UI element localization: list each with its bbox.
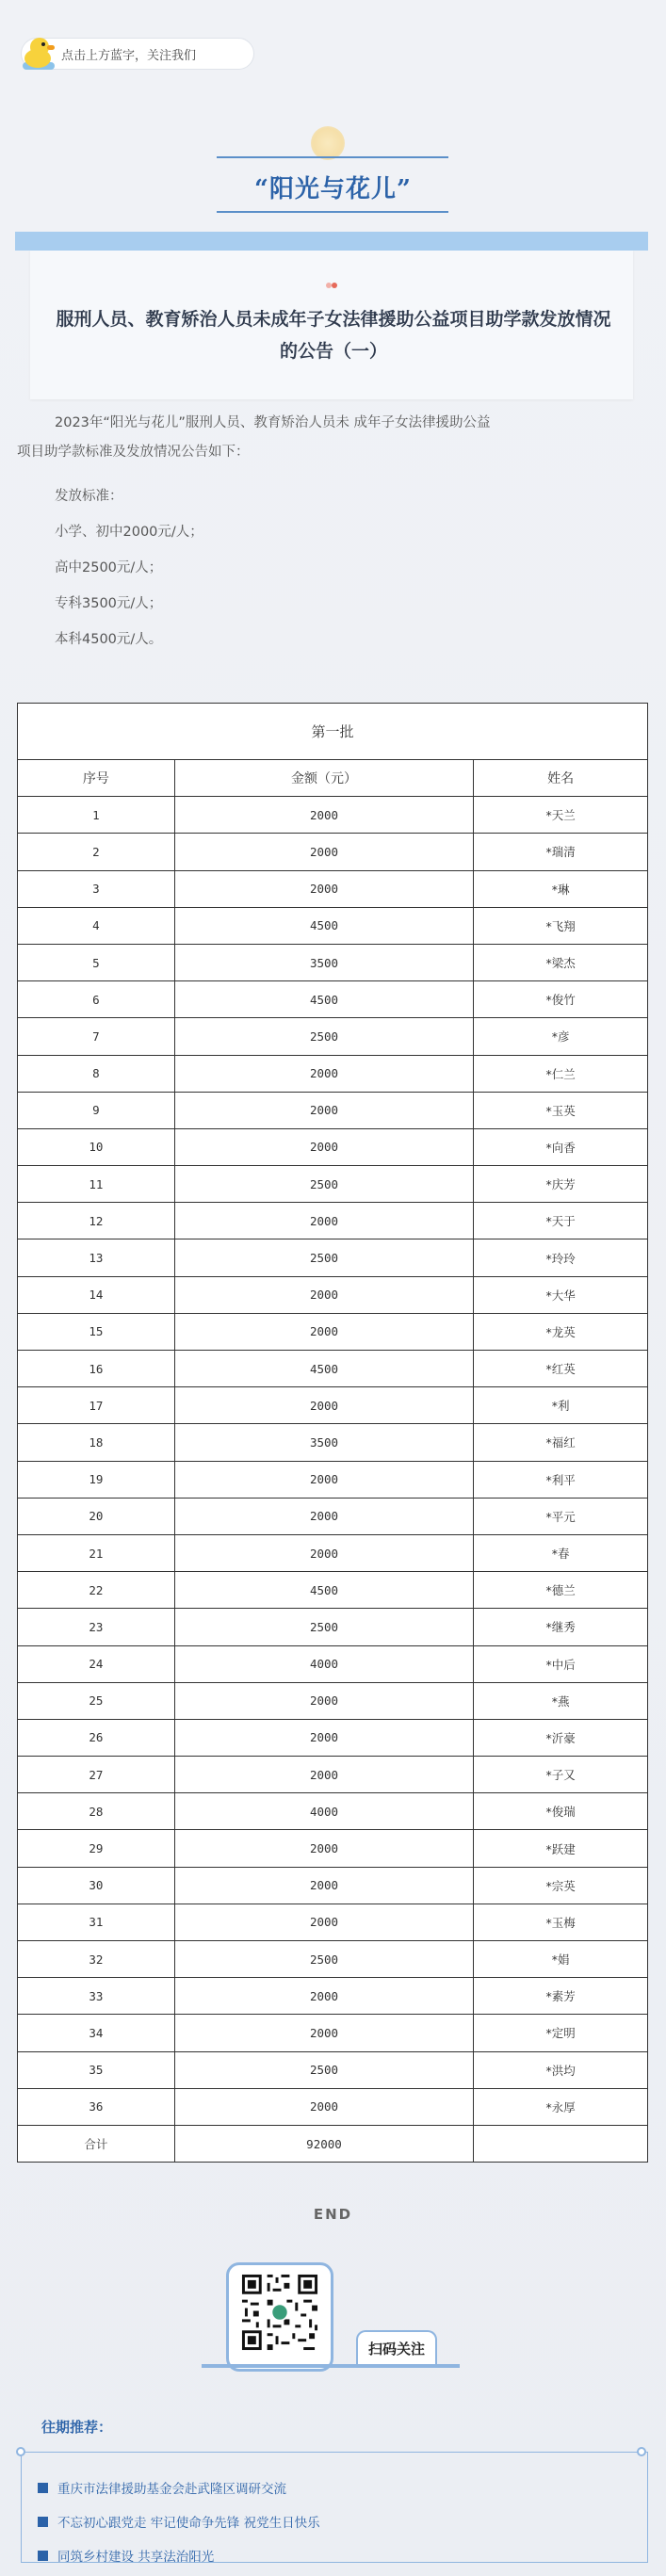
table-row (18, 1239, 648, 1276)
bullet-square-icon (38, 2551, 48, 2561)
past-article-title: 同筑乡村建设 共享法治阳光 (57, 2550, 215, 2565)
row-name: *定明 (474, 2015, 648, 2051)
total-empty-cell (474, 2125, 648, 2162)
table-row (18, 1867, 648, 1904)
column-header-index: 序号 (18, 760, 175, 797)
table-row (18, 1719, 648, 1756)
row-name: *梁杰 (474, 944, 648, 980)
row-amount: 2000 (174, 1757, 474, 1793)
table-row (18, 1978, 648, 2015)
table-row (18, 1645, 648, 1682)
row-amount: 2000 (174, 1534, 474, 1571)
row-amount: 2000 (174, 797, 474, 834)
row-amount: 2000 (174, 1128, 474, 1165)
row-name: *福红 (474, 1424, 648, 1461)
table-row (18, 1276, 648, 1313)
row-amount: 2000 (174, 1498, 474, 1534)
row-name: *燕 (474, 1682, 648, 1719)
row-name: *庆芳 (474, 1166, 648, 1203)
table-row (18, 1092, 648, 1128)
row-name: *跃建 (474, 1830, 648, 1867)
row-name: *大华 (474, 1276, 648, 1313)
row-name: *天兰 (474, 797, 648, 834)
scan-follow-label: 扫码关注 (367, 2340, 425, 2357)
row-index: 31 (18, 1904, 175, 1940)
row-index: 11 (18, 1166, 175, 1203)
row-amount: 2500 (174, 2051, 474, 2088)
row-index: 1 (18, 797, 175, 834)
row-amount: 2000 (174, 2015, 474, 2051)
row-index: 29 (18, 1830, 175, 1867)
standard-item: 本科4500元/人。 (55, 632, 163, 647)
row-index: 16 (18, 1351, 175, 1387)
row-amount: 3500 (174, 944, 474, 980)
row-index: 8 (18, 1055, 175, 1092)
table-row (18, 797, 648, 834)
row-amount: 2000 (174, 1092, 474, 1128)
batch-title: 第一批 (18, 704, 648, 760)
row-amount: 4000 (174, 1645, 474, 1682)
row-name: *彦 (474, 1018, 648, 1055)
row-index: 9 (18, 1092, 175, 1128)
row-amount: 2000 (174, 1276, 474, 1313)
table-row (18, 2088, 648, 2125)
past-article-link[interactable] (38, 2512, 320, 2531)
accent-bar (15, 232, 648, 251)
past-article-title: 重庆市法律援助基金会赴武隆区调研交流 (57, 2482, 286, 2497)
row-amount: 2000 (174, 1904, 474, 1940)
table-row (18, 1941, 648, 1978)
row-index: 32 (18, 1941, 175, 1978)
row-amount: 2000 (174, 870, 474, 907)
row-index: 34 (18, 2015, 175, 2051)
row-amount: 2000 (174, 1830, 474, 1867)
column-header-amount: 金额（元） (174, 760, 474, 797)
row-name: *永厚 (474, 2088, 648, 2125)
table-row (18, 870, 648, 907)
grant-table (17, 703, 648, 2163)
table-row (18, 834, 648, 870)
past-article-title: 不忘初心跟党走 牢记使命争先锋 祝党生日快乐 (57, 2516, 320, 2531)
row-index: 10 (18, 1128, 175, 1165)
row-index: 17 (18, 1387, 175, 1424)
row-name: *春 (474, 1534, 648, 1571)
row-index: 33 (18, 1978, 175, 2015)
row-amount: 2000 (174, 2088, 474, 2125)
table-row (18, 1498, 648, 1534)
row-amount: 4000 (174, 1793, 474, 1830)
table-row (18, 1203, 648, 1239)
past-recommend-title: 往期推荐： (41, 2419, 113, 2436)
sun-decoration (311, 126, 345, 160)
row-index: 6 (18, 981, 175, 1018)
row-index: 21 (18, 1534, 175, 1571)
row-amount: 2000 (174, 1461, 474, 1498)
row-amount: 2500 (174, 1166, 474, 1203)
row-amount: 2500 (174, 1941, 474, 1978)
table-row (18, 1387, 648, 1424)
row-amount: 4500 (174, 1572, 474, 1609)
row-name: *洪均 (474, 2051, 648, 2088)
row-index: 22 (18, 1572, 175, 1609)
row-name: *向香 (474, 1128, 648, 1165)
row-amount: 2000 (174, 1682, 474, 1719)
row-amount: 2500 (174, 1239, 474, 1276)
row-amount: 2000 (174, 1203, 474, 1239)
table-row (18, 1572, 648, 1609)
total-row (18, 2125, 648, 2162)
table-row (18, 2051, 648, 2088)
total-value: 92000 (174, 2125, 474, 2162)
standard-label: 发放标准： (55, 489, 123, 504)
row-index: 25 (18, 1682, 175, 1719)
row-amount: 2000 (174, 1313, 474, 1350)
end-marker: END (313, 2206, 353, 2223)
duck-icon (23, 36, 55, 70)
row-amount: 4500 (174, 981, 474, 1018)
qr-code-image[interactable] (239, 2272, 320, 2353)
row-name: *德兰 (474, 1572, 648, 1609)
row-name: *利 (474, 1387, 648, 1424)
row-index: 5 (18, 944, 175, 980)
row-index: 14 (18, 1276, 175, 1313)
standard-item: 小学、初中2000元/人； (55, 525, 203, 540)
row-amount: 2000 (174, 1055, 474, 1092)
table-row (18, 944, 648, 980)
row-index: 4 (18, 907, 175, 944)
row-index: 12 (18, 1203, 175, 1239)
row-index: 23 (18, 1609, 175, 1645)
table-row (18, 1313, 648, 1350)
scan-follow-tab (356, 2330, 437, 2364)
table-row (18, 1018, 648, 1055)
table-row (18, 1166, 648, 1203)
table-row (18, 1757, 648, 1793)
row-index: 19 (18, 1461, 175, 1498)
table-row (18, 1830, 648, 1867)
row-amount: 4500 (174, 907, 474, 944)
row-index: 35 (18, 2051, 175, 2088)
row-amount: 4500 (174, 1351, 474, 1387)
table-row (18, 2015, 648, 2051)
title-divider-top (217, 156, 448, 158)
row-index: 28 (18, 1793, 175, 1830)
row-index: 36 (18, 2088, 175, 2125)
row-name: *宗英 (474, 1867, 648, 1904)
column-header-name: 姓名 (474, 760, 648, 797)
table-row (18, 981, 648, 1018)
row-name: *飞翔 (474, 907, 648, 944)
row-name: *玉梅 (474, 1904, 648, 1940)
row-name: *素芳 (474, 1978, 648, 2015)
total-label: 合计 (18, 2125, 175, 2162)
table-row (18, 907, 648, 944)
table-body (18, 797, 648, 2126)
intro-paragraph-line2: 项目助学款标准及发放情况公告如下： (17, 445, 250, 460)
table-row (18, 1682, 648, 1719)
table-row (18, 1534, 648, 1571)
row-name: *瑞清 (474, 834, 648, 870)
row-name: *仁兰 (474, 1055, 648, 1092)
row-amount: 2000 (174, 1719, 474, 1756)
row-amount: 2500 (174, 1018, 474, 1055)
row-name: *龙英 (474, 1313, 648, 1350)
standard-item: 专科3500元/人； (55, 596, 163, 611)
row-amount: 2000 (174, 1387, 474, 1424)
table-row (18, 1609, 648, 1645)
qr-base-line (202, 2364, 460, 2368)
row-index: 27 (18, 1757, 175, 1793)
title-divider-bottom (217, 211, 448, 213)
follow-prompt[interactable] (21, 38, 254, 70)
row-index: 24 (18, 1645, 175, 1682)
row-name: *娟 (474, 1941, 648, 1978)
table-row (18, 1055, 648, 1092)
row-name: *天于 (474, 1203, 648, 1239)
row-name: *玉英 (474, 1092, 648, 1128)
row-name: *玲玲 (474, 1239, 648, 1276)
row-index: 18 (18, 1424, 175, 1461)
standard-item: 高中2500元/人； (55, 560, 163, 575)
row-name: *俊瑞 (474, 1793, 648, 1830)
row-index: 3 (18, 870, 175, 907)
bullet-square-icon (38, 2483, 48, 2493)
table-row (18, 1461, 648, 1498)
row-index: 7 (18, 1018, 175, 1055)
row-name: *琳 (474, 870, 648, 907)
notice-heading: 服刑人员、教育矫治人员未成年子女法律援助公益项目助学款发放情况的公告（一） (56, 309, 611, 362)
row-name: *俊竹 (474, 981, 648, 1018)
row-index: 26 (18, 1719, 175, 1756)
table-row (18, 1424, 648, 1461)
past-article-link[interactable] (38, 2478, 286, 2497)
row-name: *继秀 (474, 1609, 648, 1645)
row-index: 15 (18, 1313, 175, 1350)
row-amount: 2000 (174, 834, 474, 870)
row-index: 13 (18, 1239, 175, 1276)
bullet-square-icon (38, 2517, 48, 2527)
table-row (18, 1904, 648, 1940)
row-amount: 2000 (174, 1978, 474, 2015)
row-amount: 3500 (174, 1424, 474, 1461)
row-name: *子又 (474, 1757, 648, 1793)
row-name: *红英 (474, 1351, 648, 1387)
dots-decoration (326, 283, 341, 288)
corner-decoration (637, 2447, 646, 2456)
corner-decoration (16, 2447, 25, 2456)
row-name: *利平 (474, 1461, 648, 1498)
table-row (18, 1128, 648, 1165)
page-title: “阳光与花儿” (254, 175, 412, 203)
row-index: 30 (18, 1867, 175, 1904)
row-name: *平元 (474, 1498, 648, 1534)
row-name: *中后 (474, 1645, 648, 1682)
table-row (18, 1793, 648, 1830)
row-amount: 2500 (174, 1609, 474, 1645)
intro-paragraph-line1: 2023年“阳光与花儿”服刑人员、教育矫治人员未 成年子女法律援助公益 (55, 415, 491, 430)
row-amount: 2000 (174, 1867, 474, 1904)
table-row (18, 1351, 648, 1387)
row-index: 20 (18, 1498, 175, 1534)
row-index: 2 (18, 834, 175, 870)
follow-text: 点击上方蓝字，关注我们 (61, 48, 197, 63)
past-article-link[interactable] (38, 2546, 214, 2565)
row-name: *沂豪 (474, 1719, 648, 1756)
